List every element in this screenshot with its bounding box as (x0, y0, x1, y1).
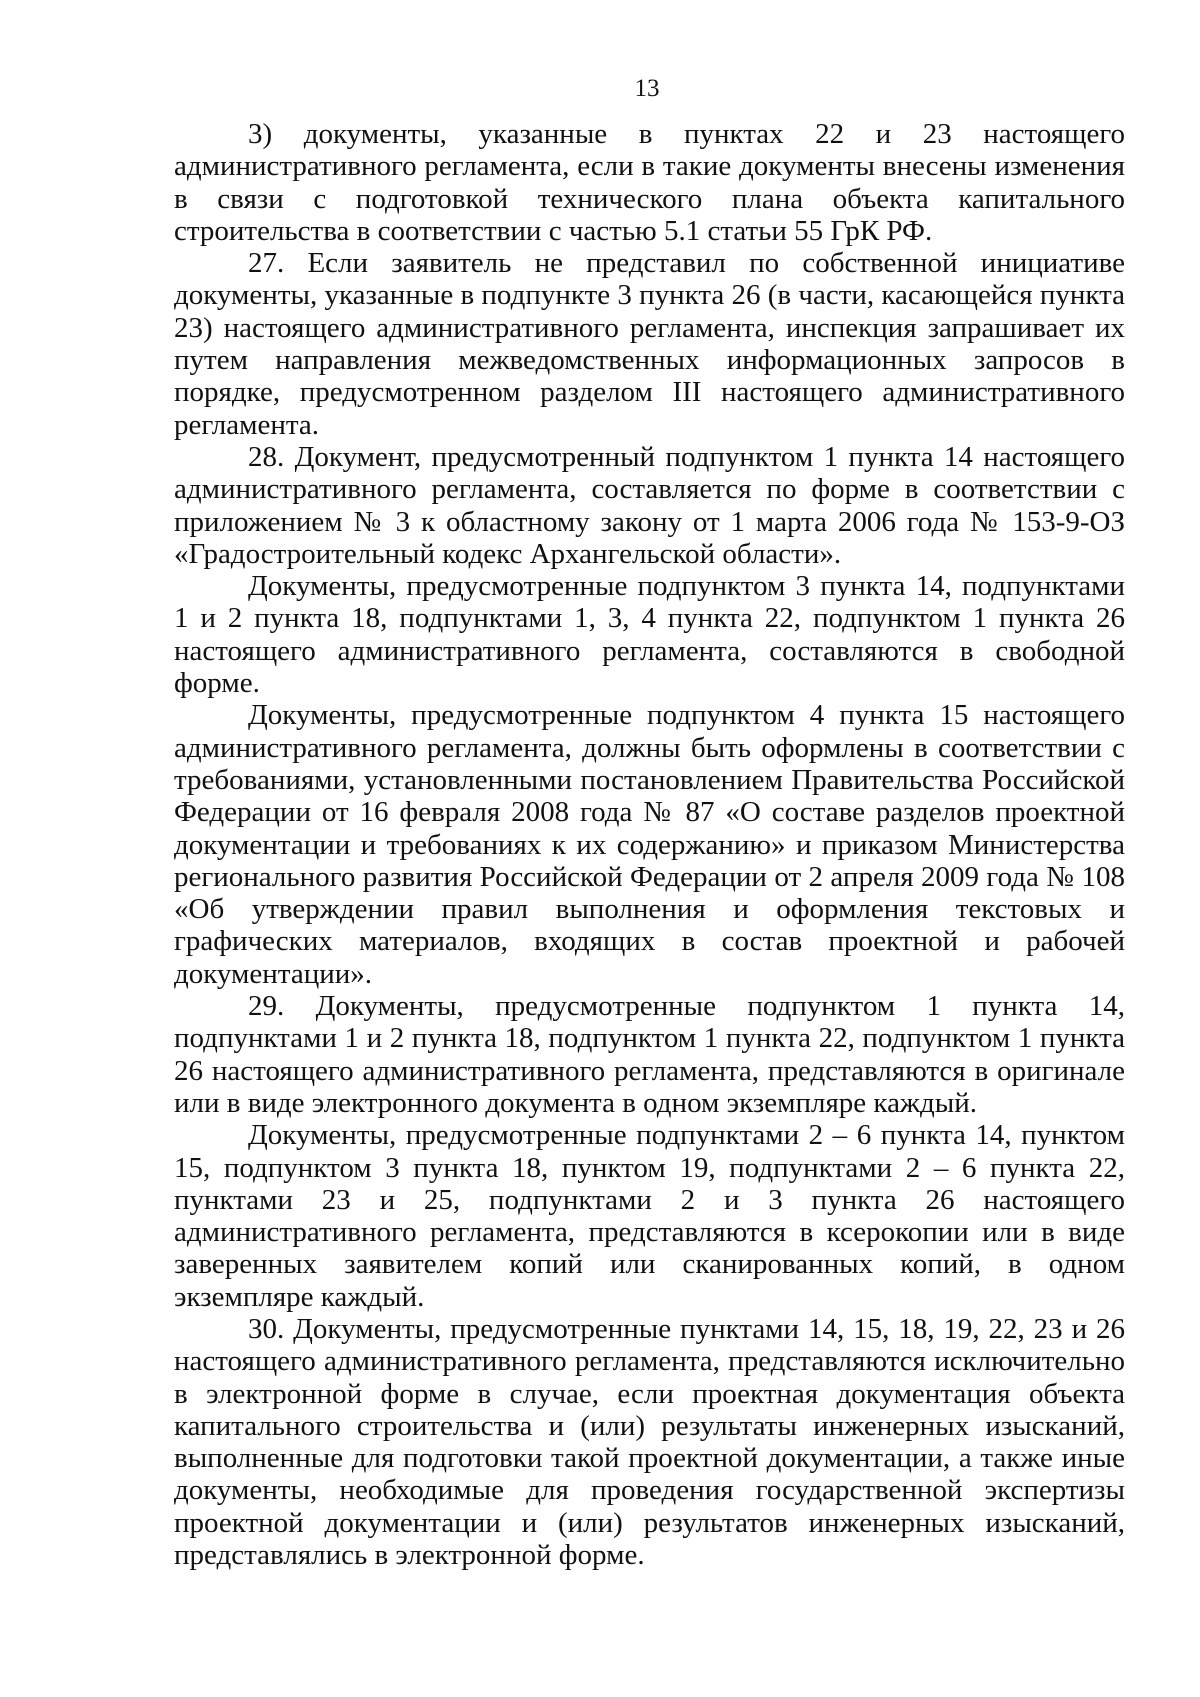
paragraph-30: 30. Документы, предусмотренные пунктами 14, 15, 18, 19, 22, 23 и 26 настоящего административного регламента, представляются исключительно в электронной форме в случае, если проектная документация объекта капитального строительства и (или) результаты инженерных изысканий, выполненные для подготовки такой проектной документации, а также иные документы, необходимые для проведения государственной экспертизы проектной документации и (или) результатов инженерных изысканий, представлялись в электронной форме. (174, 1312, 1125, 1572)
paragraph-27: 27. Если заявитель не представил по собственной инициативе документы, указанные в подпункте 3 пункта 26 (в части, касающейся пункта 23) настоящего административного регламента, инспекция запрашивает их путем направления межведомственных информационных запросов в порядке, предусмотренном разделом III настоящего административного регламента. (174, 247, 1125, 441)
page-number: 13 (634, 75, 660, 102)
paragraph-28-requirements: Документы, предусмотренные подпунктом 4 пункта 15 настоящего административного регламента, должны быть оформлены в соответствии с требованиями, установленными постановлением Правительства Российской Федерации от 16 февраля 2008 года № 87 «О составе разделов проектной документации и требованиях к их содержанию» и приказом Министерства регионального развития Российской Федерации от 2 апреля 2009 года № 108 «Об утверждении правил выполнения и оформления текстовых и графических материалов, входящих в состав проектной и рабочей документации». (174, 699, 1125, 990)
paragraph-28-free-form: Документы, предусмотренные подпунктом 3 пункта 14, подпунктами 1 и 2 пункта 18, подпунктами 1, 3, 4 пункта 22, подпунктом 1 пункта 26 настоящего административного регламента, составляются в свободной форме. (174, 570, 1125, 700)
paragraph-28: 28. Документ, предусмотренный подпунктом 1 пункта 14 настоящего административного регламента, составляется по форме в соответствии с приложением № 3 к областному закону от 1 марта 2006 года № 153-9-ОЗ «Градостроительный кодекс Архангельской области». (174, 440, 1125, 570)
paragraph-29-copies: Документы, предусмотренные подпунктами 2 – 6 пункта 14, пунктом 15, подпунктом 3 пункта 18, пунктом 19, подпунктами 2 – 6 пункта 22, пунктами 23 и 25, подпунктами 2 и 3 пункта 26 настоящего административного регламента, представляются в ксерокопии или в виде заверенных заявителем копий или сканированных копий, в одном экземпляре каждый. (174, 1119, 1125, 1313)
paragraph-item-3: 3) документы, указанные в пунктах 22 и 23 настоящего административного регламента, если в такие документы внесены изменения в связи с подготовкой технического плана объекта капитального строительства в соответствии с частью 5.1 статьи 55 ГрК РФ. (174, 118, 1125, 247)
document-body (174, 118, 1125, 1571)
paragraph-29: 29. Документы, предусмотренные подпунктом 1 пункта 14, подпунктами 1 и 2 пункта 18, подпунктом 1 пункта 22, подпунктом 1 пункта 26 настоящего административного регламента, представляются в оригинале или в виде электронного документа в одном экземпляре каждый. (174, 990, 1125, 1119)
